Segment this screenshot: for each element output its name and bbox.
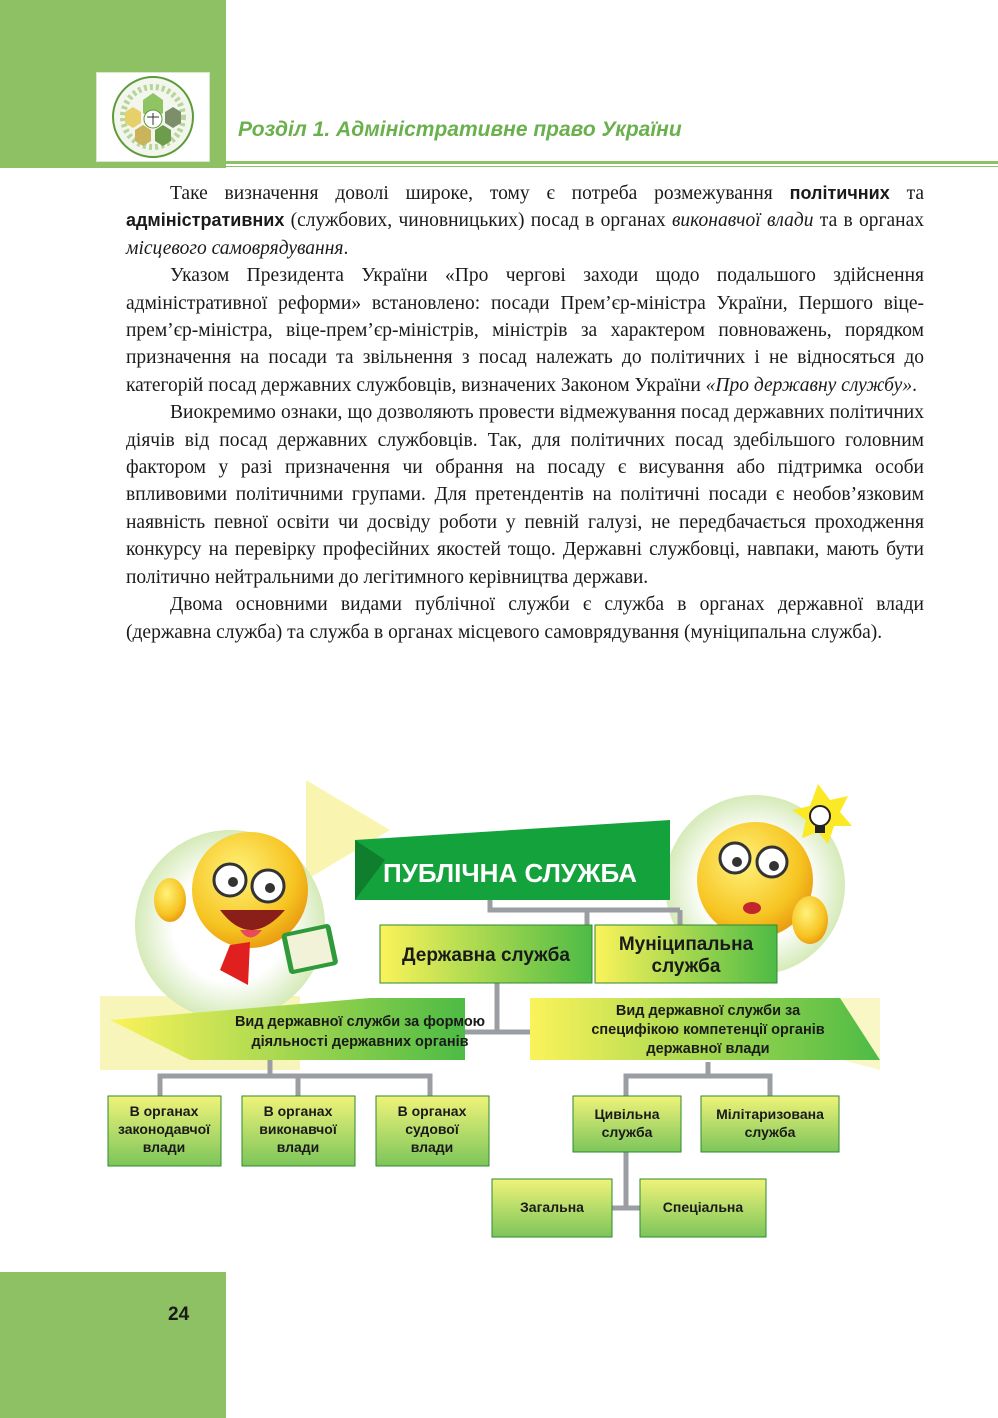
militarized-service-node — [701, 1096, 839, 1152]
svg-text:Цивільна: Цивільна — [594, 1106, 660, 1122]
public-service-node — [355, 820, 670, 900]
svg-text:діяльності державних органів: діяльності державних органів — [251, 1034, 469, 1050]
svg-text:Мілітаризована: Мілітаризована — [716, 1106, 824, 1122]
civil-service-node — [573, 1096, 681, 1152]
legislative-node — [108, 1096, 221, 1166]
svg-text:влади: влади — [142, 1139, 186, 1155]
svg-text:Муніципальна: Муніципальна — [618, 934, 754, 955]
svg-text:В органах: В органах — [397, 1103, 467, 1119]
section-title: Розділ 1. Адміністративне право України — [238, 118, 682, 141]
svg-text:В органах: В органах — [129, 1103, 199, 1119]
svg-text:законодавчої: законодавчої — [117, 1121, 211, 1137]
by-competence-node — [530, 998, 880, 1060]
footer-green-band — [0, 1272, 226, 1418]
paragraph: Виокремимо ознаки, що дозволяють провести відмежування посад державних політичних діячів від посад державних службовців. Так, для політичних посад здебільшого головним фактором у разі призначення чи обрання на посаду є висування або підтримка особи впливовими політичними групами. Для претендентів на політичні посади є необов’язковим наявність певної освіти чи досвіду роботи у певній галузі, не передбачається проходження конкурсу на перевірку професійних якостей тощо. Державні службовці, навпаки, мають бути політично нейтральними до легітимного керівництва держави. — [126, 402, 924, 588]
paragraph: Двома основними видами публічної служби є служба в органах державної влади (державна служба) та служба в органах місцевого самоврядування (муніципальна служба). — [126, 594, 924, 643]
svg-text:служба: служба — [651, 956, 721, 977]
book-emblem-icon — [96, 72, 210, 162]
svg-text:Вид державної служби за: Вид державної служби за — [615, 1003, 801, 1019]
svg-text:ПУБЛІЧНА СЛУЖБА: ПУБЛІЧНА СЛУЖБА — [383, 858, 637, 888]
svg-text:В органах: В органах — [263, 1103, 333, 1119]
svg-text:Загальна: Загальна — [520, 1199, 584, 1215]
municipal-service-node — [595, 925, 777, 983]
svg-text:влади: влади — [276, 1139, 320, 1155]
svg-text:Державна служба: Державна служба — [402, 945, 570, 966]
page-number: 24 — [168, 1304, 190, 1325]
svg-text:специфікою компетенції органів: специфікою компетенції органів — [591, 1022, 825, 1038]
svg-text:Вид державної служби за формою: Вид державної служби за формою — [234, 1014, 486, 1030]
state-service-node — [380, 925, 592, 983]
paragraph: Таке визначення доволі широке, тому є потреба розмежування політичних та адміністративних (службових, чиновницьких) посад в органах виконавчої влади та в органах місцевого самоврядування. — [126, 183, 925, 259]
svg-text:Спеціальна: Спеціальна — [662, 1199, 744, 1215]
svg-text:виконавчої: виконавчої — [259, 1121, 337, 1137]
svg-text:служба: служба — [744, 1124, 796, 1140]
executive-node — [242, 1096, 355, 1166]
svg-text:влади: влади — [410, 1139, 454, 1155]
judicial-node — [376, 1096, 489, 1166]
header-rule — [226, 161, 998, 164]
special-service-node — [640, 1179, 766, 1237]
public-service-diagram — [90, 770, 900, 1255]
body-text — [126, 180, 924, 646]
general-service-node — [492, 1179, 612, 1237]
svg-text:судової: судової — [405, 1121, 459, 1137]
header-rule-thin — [226, 166, 998, 167]
svg-text:державної влади: державної влади — [646, 1041, 770, 1057]
paragraph: Указом Президента України «Про чергові заходи щодо подальшого здійснення адміністративної реформи» встановлено: посади Прем’єр-міністра України, Першого віце-прем’єр-міністра, віце-прем’єр-міністрів, міністрів за характером повноважень, порядком призначення на посади та звільнення з посад належать до політичних і не відносяться до категорій посад державних службовців, визначених Законом України «Про державну службу». — [126, 265, 924, 396]
svg-text:служба: служба — [601, 1124, 653, 1140]
